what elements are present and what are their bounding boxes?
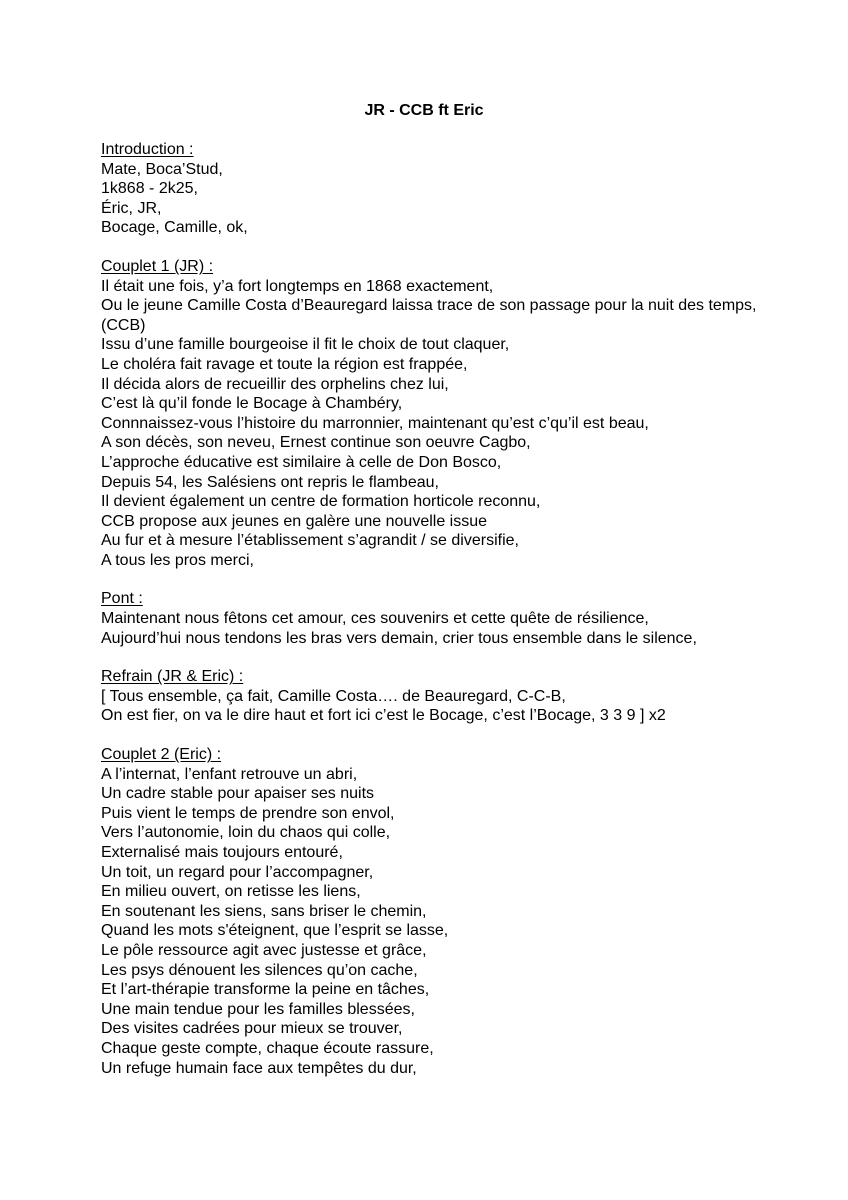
lyric-line: C’est là qu’il fonde le Bocage à Chambéry,: [101, 395, 403, 413]
document-title: JR - CCB ft Eric: [364, 102, 484, 119]
section-pont: [101, 589, 781, 648]
lyric-line: Aujourd’hui nous tendons les bras vers demain, crier tous ensemble dans le silence,: [101, 629, 697, 647]
lyric-line: Maintenant nous fêtons cet amour, ces souvenirs et cette quête de résilience,: [101, 610, 649, 628]
lyric-line: Il était une fois, y’a fort longtemps en 1868 exactement,: [101, 277, 494, 295]
lyric-line: A tous les pros merci,: [101, 551, 254, 569]
section-introduction: [101, 140, 781, 238]
section-couplet-1: [101, 257, 781, 571]
lyric-line: Puis vient le temps de prendre son envol,: [101, 804, 395, 822]
lyric-line: [ Tous ensemble, ça fait, Camille Costa…. de Beauregard, C-C-B,: [101, 687, 566, 705]
lyric-line: Chaque geste compte, chaque écoute rassure,: [101, 1039, 434, 1057]
lyric-line: A l’internat, l’enfant retrouve un abri,: [101, 765, 358, 783]
lyric-line: Externalisé mais toujours entouré,: [101, 844, 343, 861]
section-heading: Introduction :: [101, 141, 194, 158]
section-heading: Refrain (JR & Eric) :: [101, 668, 244, 686]
document-page: [101, 101, 781, 1097]
lyric-line: Il décida alors de recueillir des orphelins chez lui,: [101, 375, 449, 393]
lyric-line: Éric, JR,: [101, 199, 162, 217]
lyric-line: Et l’art-thérapie transforme la peine en tâches,: [101, 981, 430, 999]
lyric-line: Vers l’autonomie, loin du chaos qui colle,: [101, 824, 391, 842]
lyric-line: Le pôle ressource agit avec justesse et grâce,: [101, 941, 427, 959]
lyric-line: CCB propose aux jeunes en galère une nouvelle issue: [101, 512, 488, 530]
lyric-line: Issu d’une famille bourgeoise il fit le choix de tout claquer,: [101, 336, 510, 354]
lyric-line: Une main tendue pour les familles blessées,: [101, 1000, 415, 1018]
lyric-line: Des visites cadrées pour mieux se trouver,: [101, 1020, 403, 1038]
lyric-line: En milieu ouvert, on retisse les liens,: [101, 883, 361, 901]
lyric-line: Au fur et à mesure l’établissement s’agrandit / se diversifie,: [101, 532, 519, 550]
lyric-line: 1k868 - 2k25,: [101, 180, 198, 198]
lyric-line: Quand les mots s'éteignent, que l’esprit se lasse,: [101, 922, 449, 940]
lyric-line: Il devient également un centre de formation horticole reconnu,: [101, 493, 541, 511]
section-refrain: [101, 667, 781, 726]
lyric-line: Depuis 54, les Salésiens ont repris le flambeau,: [101, 473, 439, 491]
lyric-line: Le choléra fait ravage et toute la région est frappée,: [101, 355, 468, 373]
section-couplet-2: [101, 745, 781, 1078]
lyric-line: Un cadre stable pour apaiser ses nuits: [101, 785, 375, 803]
lyric-line: En soutenant les siens, sans briser le chemin,: [101, 902, 427, 920]
lyric-line: Mate, Boca’Stud,: [101, 160, 223, 178]
lyric-line: Bocage, Camille, ok,: [101, 219, 248, 237]
lyric-line: Les psys dénouent les silences qu’on cache,: [101, 961, 418, 979]
section-heading: Couplet 2 (Eric) :: [101, 746, 222, 764]
lyric-line: Connnaissez-vous l’histoire du marronnier, maintenant qu’est c’qu’il est beau,: [101, 414, 649, 432]
lyric-line: Ou le jeune Camille Costa d’Beauregard laissa trace de son passage pour la nuit des temps, (CCB): [101, 297, 757, 334]
section-heading: Couplet 1 (JR) :: [101, 257, 214, 275]
section-heading: Pont :: [101, 590, 143, 608]
lyric-line: L’approche éducative est similaire à celle de Don Bosco,: [101, 453, 502, 471]
lyric-line: Un refuge humain face aux tempêtes du dur,: [101, 1059, 417, 1077]
lyric-line: Un toit, un regard pour l’accompagner,: [101, 863, 374, 881]
lyric-line: On est fier, on va le dire haut et fort ici c’est le Bocage, c’est l’Bocage, 3 3 9 ] x2: [101, 707, 666, 725]
lyric-line: A son décès, son neveu, Ernest continue son oeuvre Cagbo,: [101, 434, 531, 452]
